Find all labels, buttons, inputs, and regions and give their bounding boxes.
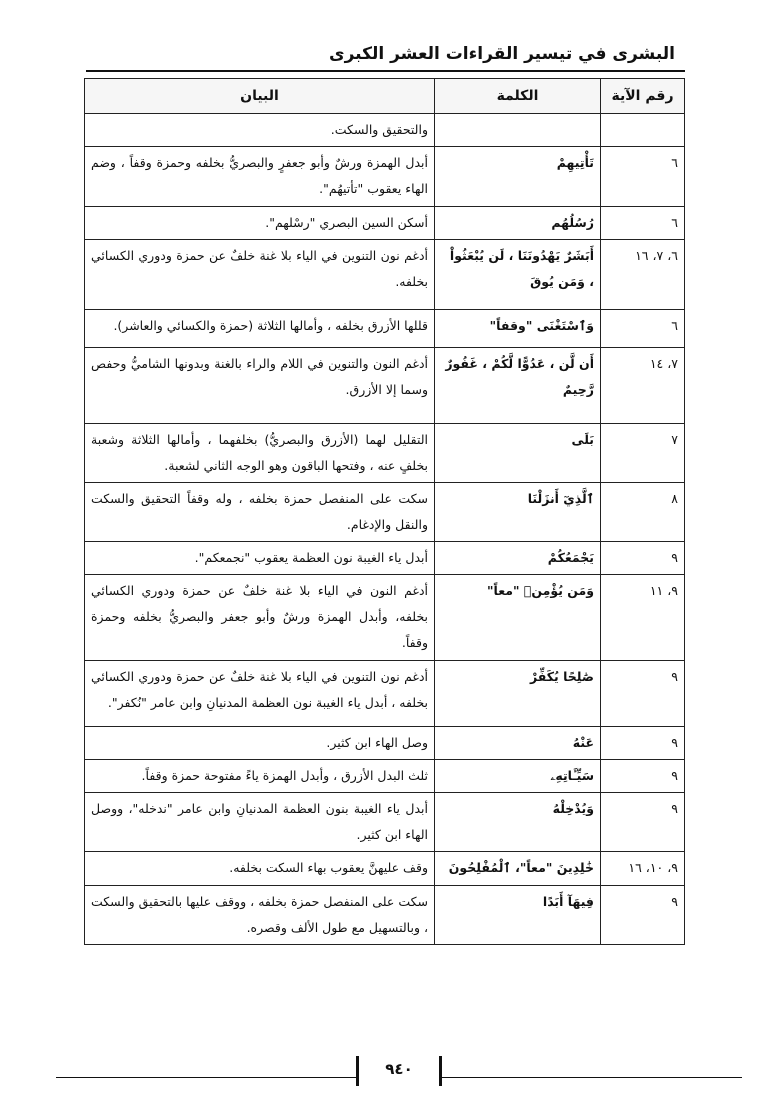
explanation-cell: أدغم نون التنوين في الياء بلا غنة خلفٌ عن حمزة ودوري الكسائي بخلفه. xyxy=(85,240,435,310)
table-row xyxy=(85,483,685,542)
explanation-cell: وصل الهاء ابن كثير. xyxy=(85,727,435,760)
table-row xyxy=(85,886,685,945)
quran-word-cell: أَن لَّن ، عَدُوًّا لَّكُمْ ، غَفُورٌ رَّحِيمٌ xyxy=(435,348,601,424)
table-body xyxy=(85,114,685,945)
explanation-cell: التقليل لهما (الأزرق والبصريُّ) بخلفهما ، وأمالها الثلاثة وشعبة بخلفٍ عنه ، وفتحها الباقون وهو الوجه الثاني لشعبة. xyxy=(85,424,435,483)
explanation-cell: أدغم نون التنوين في الياء بلا غنة خلفٌ عن حمزة ودوري الكسائي بخلفه ، أبدل ياء الغيبة نون العظمة المدنيانِ وابن عامر "نُكفر". xyxy=(85,661,435,727)
header-word: الكلمة xyxy=(435,79,601,114)
footer-rule-right xyxy=(442,1077,742,1078)
ayah-number-cell: ٩ xyxy=(601,793,685,852)
ayah-number-cell: ٦ xyxy=(601,147,685,207)
table-row xyxy=(85,424,685,483)
explanation-cell: قللها الأزرق بخلفه ، وأمالها الثلاثة (حمزة والكسائي والعاشر). xyxy=(85,310,435,348)
quran-word-cell: رُسُلُهُم xyxy=(435,207,601,240)
table-row xyxy=(85,114,685,147)
table-row xyxy=(85,310,685,348)
qiraat-table xyxy=(84,78,685,945)
quran-word-cell: ٱلَّذِيٓ أَنزَلْنَا xyxy=(435,483,601,542)
explanation-cell: وقف عليهنَّ يعقوب بهاء السكت بخلفه. xyxy=(85,852,435,886)
table-row xyxy=(85,348,685,424)
explanation-cell: سكت على المنفصل حمزة بخلفه ، وله وقفاً التحقيق والسكت والنقل والإدغام. xyxy=(85,483,435,542)
footer-bar-right xyxy=(439,1056,442,1086)
ayah-number-cell: ٦، ٧، ١٦ xyxy=(601,240,685,310)
table-row xyxy=(85,727,685,760)
ayah-number-cell: ٧، ١٤ xyxy=(601,348,685,424)
table-row xyxy=(85,240,685,310)
quran-word-cell: بَلَى xyxy=(435,424,601,483)
explanation-cell: أبدل الهمزة ورشٌ وأبو جعفرٍ والبصريُّ بخلفه وحمزة وقفاً ، وضم الهاء يعقوب "تأتيهُم". xyxy=(85,147,435,207)
table-row xyxy=(85,760,685,793)
quran-word-cell: سَيِّـَٔاتِهِۦ xyxy=(435,760,601,793)
footer-bar-left xyxy=(356,1056,359,1086)
explanation-cell: سكت على المنفصل حمزة بخلفه ، ووقف عليها بالتحقيق والسكت ، وبالتسهيل مع طول الألف وقصره. xyxy=(85,886,435,945)
explanation-cell: أسكن السين البصري "رسْلهم". xyxy=(85,207,435,240)
table-row xyxy=(85,661,685,727)
quran-word-cell: وَٱسْتَغْنَى "وقفاً" xyxy=(435,310,601,348)
table-row xyxy=(85,147,685,207)
quran-word-cell: أَبَشَرٌ يَهْدُونَنَا ، لَن يُبْعَثُواْ ، وَمَن يُوقَ xyxy=(435,240,601,310)
table-header-row xyxy=(85,79,685,114)
table-row xyxy=(85,852,685,886)
ayah-number-cell: ٩، ١١ xyxy=(601,575,685,661)
explanation-cell: ثلث البدل الأزرق ، وأبدل الهمزة ياءً مفتوحة حمزة وقفاً. xyxy=(85,760,435,793)
ayah-number-cell: ٩ xyxy=(601,661,685,727)
table-row xyxy=(85,793,685,852)
page-number: ٩٤٠ xyxy=(385,1060,413,1078)
quran-word-cell: خَٰلِدِينَ "معاً"، ٱلْمُفْلِحُونَ xyxy=(435,852,601,886)
table-row xyxy=(85,542,685,575)
ayah-number-cell: ٩ xyxy=(601,760,685,793)
ayah-number-cell: ٩ xyxy=(601,886,685,945)
page-header-title: البشرى في تيسير القراءات العشر الكبرى xyxy=(329,44,675,64)
explanation-cell: أدغم النون في الياء بلا غنة خلفٌ عن حمزة ودوري الكسائي بخلفه، وأبدل الهمزة ورشٌ وأبو جعفر والبصريُّ بخلفه وحمزة وقفاً. xyxy=(85,575,435,661)
quran-word-cell: يَجْمَعُكُمْ xyxy=(435,542,601,575)
quran-word-cell: وَيُدْخِلْهُ xyxy=(435,793,601,852)
ayah-number-cell: ٩ xyxy=(601,727,685,760)
quran-word-cell: فِيهَآ أَبَدًا xyxy=(435,886,601,945)
header-rule xyxy=(86,70,685,72)
quran-word-cell: تَأْتِيهِمْ xyxy=(435,147,601,207)
quran-word-cell xyxy=(435,114,601,147)
header-explanation: البيان xyxy=(85,79,435,114)
quran-word-cell: وَمَن يُؤْمِنۢ "معاً" xyxy=(435,575,601,661)
ayah-number-cell: ٦ xyxy=(601,207,685,240)
explanation-cell: أبدل ياء الغيبة بنون العظمة المدنيانِ وابن عامر "ندخله"، ووصل الهاء ابن كثير. xyxy=(85,793,435,852)
quran-word-cell: عَنْهُ xyxy=(435,727,601,760)
ayah-number-cell xyxy=(601,114,685,147)
table-row xyxy=(85,575,685,661)
ayah-number-cell: ٧ xyxy=(601,424,685,483)
ayah-number-cell: ٩، ١٠، ١٦ xyxy=(601,852,685,886)
table-row xyxy=(85,207,685,240)
explanation-cell: أدغم النون والتنوين في اللام والراء بالغنة وبدونها الشاميُّ وحفص وسما إلا الأزرق. xyxy=(85,348,435,424)
explanation-cell: والتحقيق والسكت. xyxy=(85,114,435,147)
explanation-cell: أبدل ياء الغيبة نون العظمة يعقوب "نجمعكم". xyxy=(85,542,435,575)
quran-word-cell: صَٰلِحًا يُكَفِّرْ xyxy=(435,661,601,727)
ayah-number-cell: ٩ xyxy=(601,542,685,575)
footer-rule-left xyxy=(56,1077,356,1078)
ayah-number-cell: ٨ xyxy=(601,483,685,542)
header-ayah-number: رقم الآية xyxy=(601,79,685,114)
ayah-number-cell: ٦ xyxy=(601,310,685,348)
